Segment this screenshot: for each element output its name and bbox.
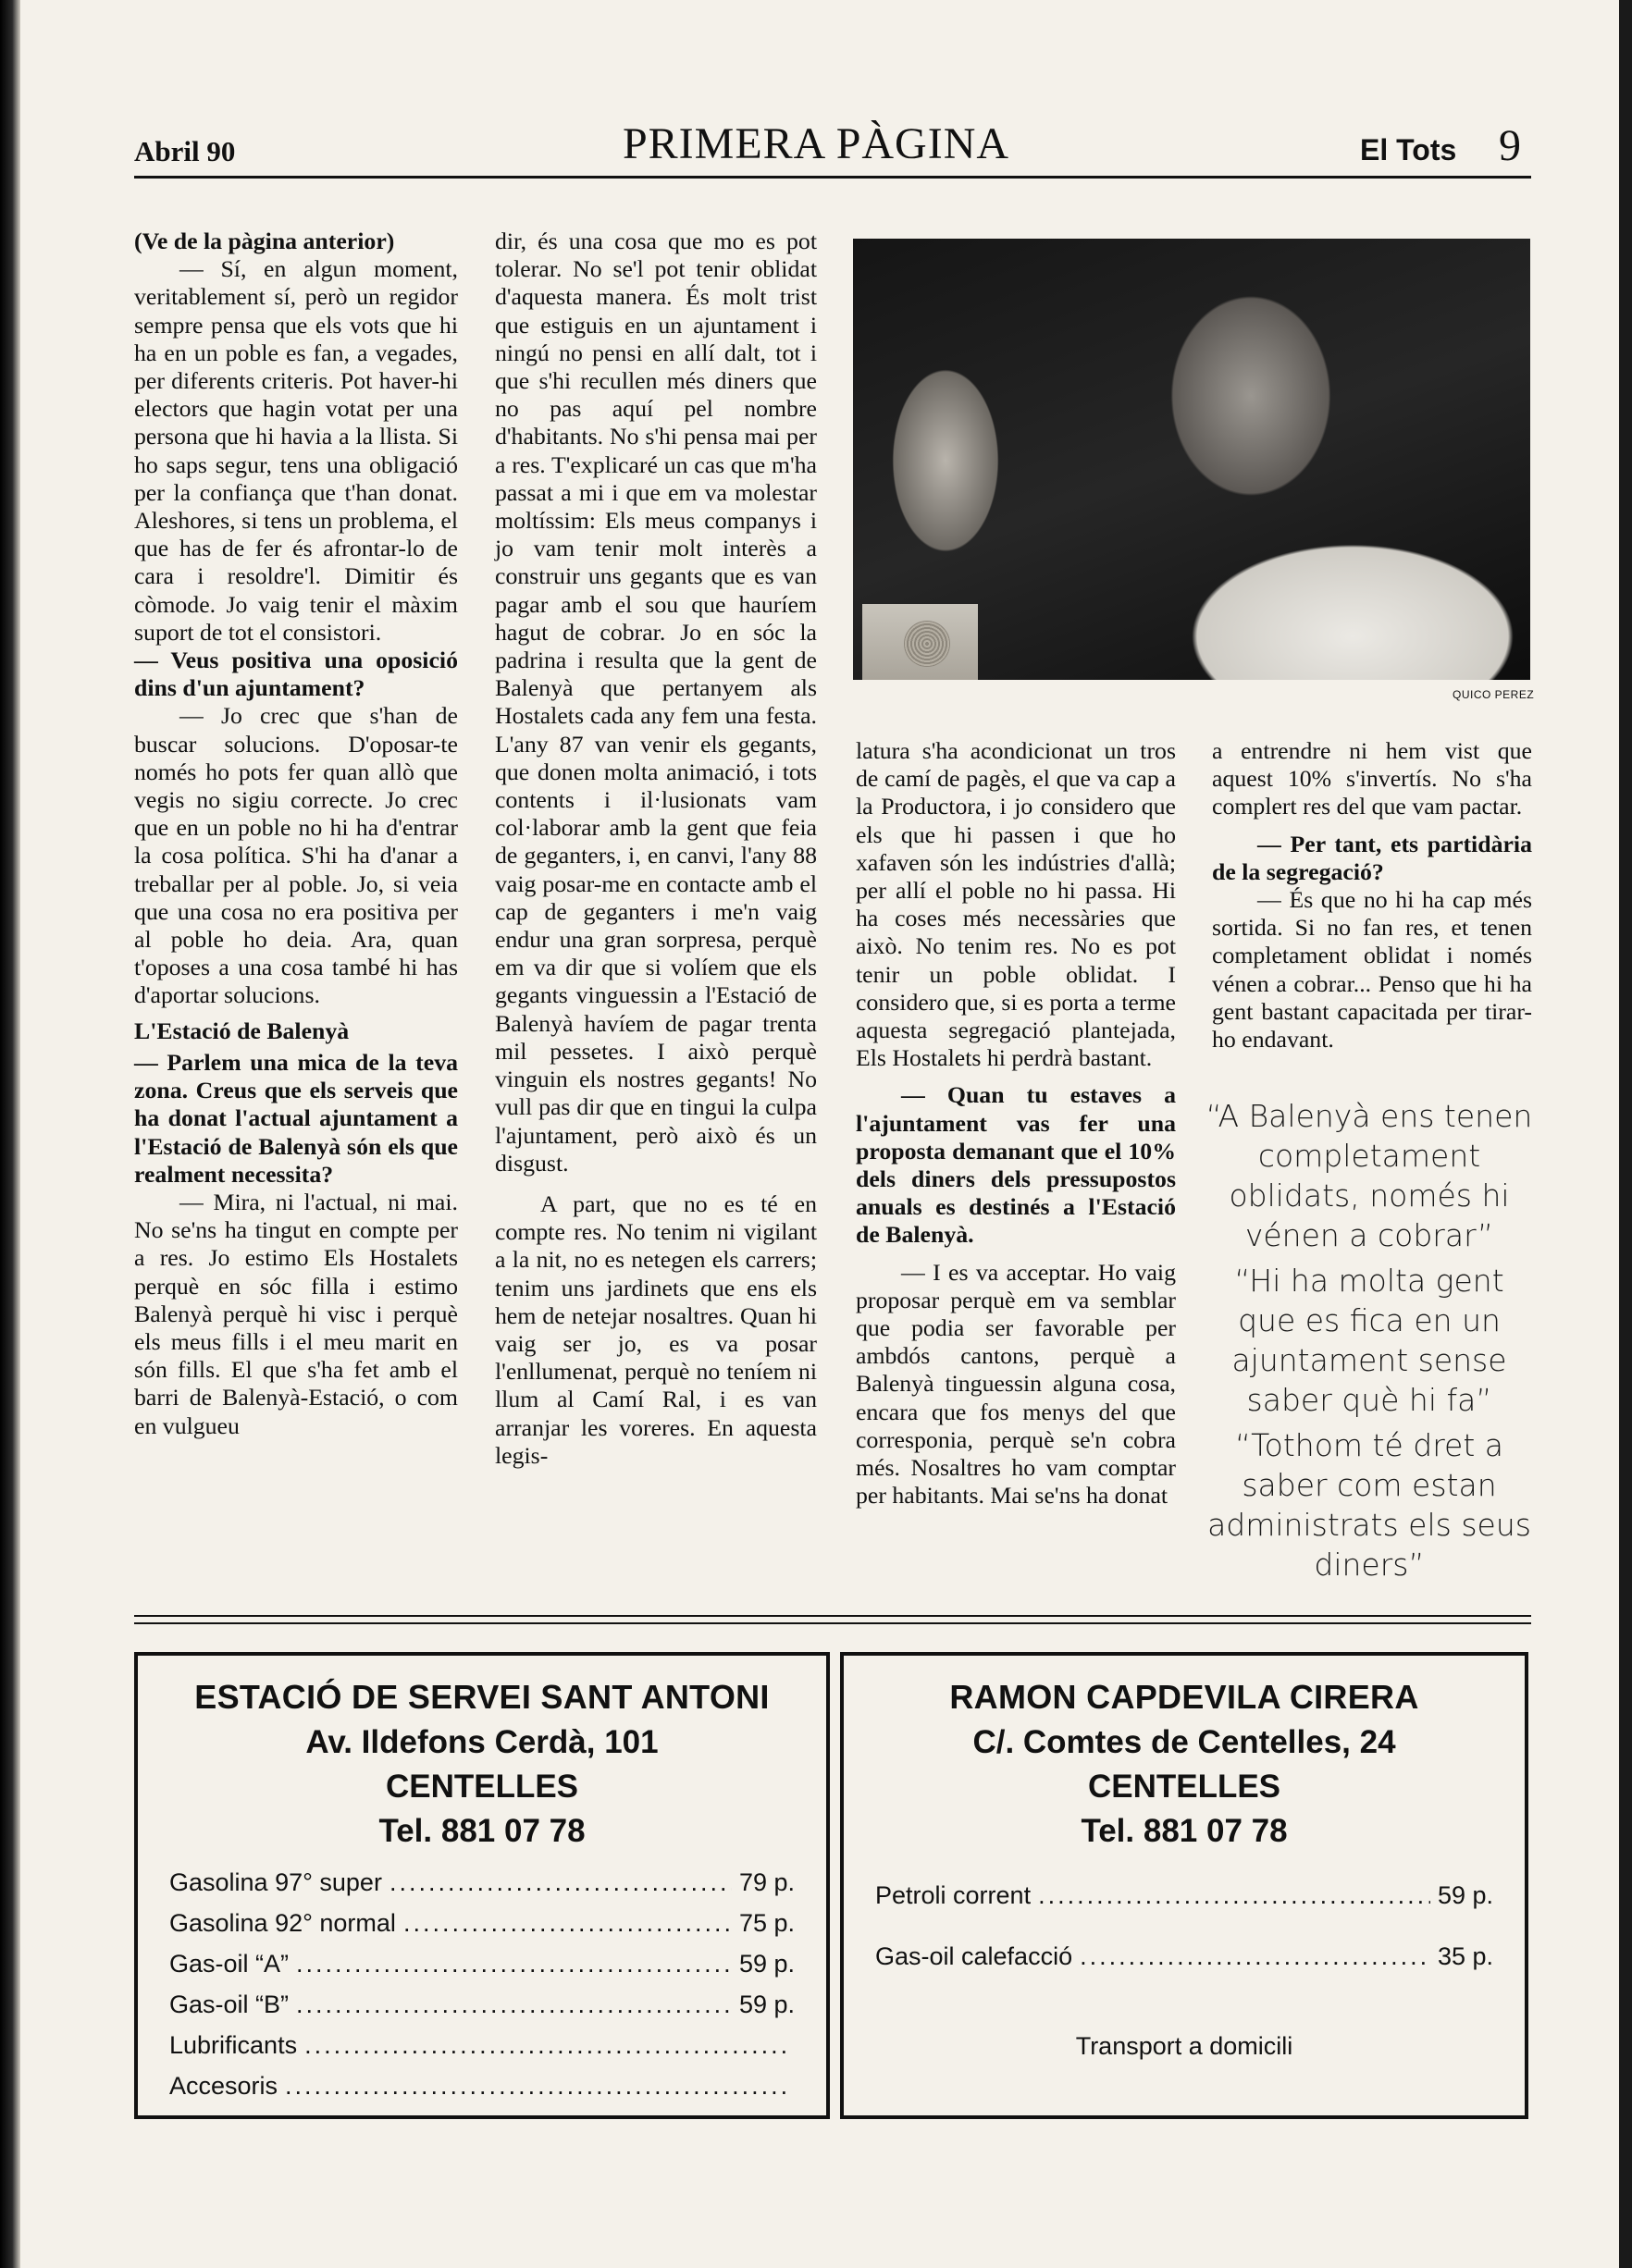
price-item: Petroli corrent xyxy=(875,1881,1032,1909)
price-row xyxy=(169,1909,795,1950)
price-value: 59 p. xyxy=(738,1950,795,1978)
price-row xyxy=(169,2031,795,2072)
binding-edge xyxy=(0,0,20,2268)
ad-business-name: ESTACIÓ DE SERVEI SANT ANTONI xyxy=(194,1678,770,1716)
speaker-box xyxy=(862,604,978,680)
section-title: PRIMERA PÀGINA xyxy=(622,119,1010,168)
article-paragraph: — Jo crec que s'han de buscar solucions. D'oposar-te només ho pots fer quan allò que vegis no sigiu correcte. Jo crec que en un poble no hi ha d'entrar la cosa política. S'hi ha d'anar a treballar per al poble. Jo, si veia que una cosa no era positiva per al poble ho deia. Ara, quan t'oposes a una cosa també hi has d'aportar solucions. xyxy=(134,702,458,1009)
ad-town: CENTELLES xyxy=(385,1769,579,1805)
ad-phone: Tel. 881 07 78 xyxy=(1081,1813,1288,1849)
price-row xyxy=(169,2072,795,2113)
interview-question: — Per tant, ets partidària de la segregació? xyxy=(1212,830,1532,885)
price-item: Gas-oil “A” xyxy=(169,1950,290,1978)
article-paragraph: A part, que no es té en compte res. No tenim ni vigilant a la nit, no es netegen els carrers; tenim uns jardinets que ens els hem de netejar nosaltres. Quan hi vaig ser jo, es va posar l'enllumenat, perquè no teníem ni llum al Camí Ral, i es van arranjar les voreres. En aquesta legis- xyxy=(495,1189,817,1469)
pull-quotes xyxy=(1203,1096,1536,1590)
price-value: 59 p. xyxy=(1437,1881,1493,1909)
price-row xyxy=(875,1881,1493,1942)
advertisement-fuel-delivery xyxy=(840,1652,1528,2119)
ad-delivery-note: Transport a domicili xyxy=(1075,2032,1293,2060)
ad-phone: Tel. 881 07 78 xyxy=(378,1813,586,1849)
photo-credit: QUICO PEREZ xyxy=(1453,688,1535,701)
interview-photo xyxy=(853,239,1530,680)
price-item: Lubrificants xyxy=(169,2031,298,2059)
pull-quote: “Hi ha molta gent que es fica en un ajuntament sense saber què hi fa” xyxy=(1231,1263,1507,1418)
article-column-2 xyxy=(495,228,817,1470)
article-paragraph: — És que no hi ha cap més sortida. Si no fan res, et tenen completament oblidat i només vénen a cobrar... Penso que hi ha gent bastant capacitada per tirar-ho endavant. xyxy=(1212,886,1532,1054)
article-paragraph: latura s'ha acondicionat un tros de camí de pagès, el que va cap a la Productora, i jo considero que els que hi passen i que ho xafaven són les indústries d'allà; per allí el poble no hi passa. Hi ha coses més necessàries que això. No tenim res. No es pot tenir un poble oblidat. I considero que, si es porta a terme aquesta segregació plantejada, Els Hostalets hi perdrà bastant. xyxy=(856,737,1176,1072)
section-divider xyxy=(134,1615,1531,1617)
article-column-1 xyxy=(134,228,458,1440)
header-rule xyxy=(134,176,1531,179)
price-item: Gas-oil calefacció xyxy=(875,1942,1073,1970)
price-row xyxy=(169,1868,795,1909)
issue-date: Abril 90 xyxy=(134,135,236,167)
price-list xyxy=(169,1868,795,2113)
page-number: 9 xyxy=(1499,121,1521,170)
ad-address: C/. Comtes de Centelles, 24 xyxy=(972,1724,1396,1760)
advertisement-gas-station xyxy=(134,1652,830,2119)
ad-address: Av. Ildefons Cerdà, 101 xyxy=(305,1724,659,1760)
price-value: 35 p. xyxy=(1437,1942,1493,1970)
price-list xyxy=(875,1881,1493,2003)
article-paragraph: — I es va acceptar. Ho vaig proposar perquè em va semblar que podia ser favorable per ambdós cantons, perquè a Balenyà tinguessin alguna cosa, encara que fos menys del que corresponia, perquè se'n cobra més. Nosaltres ho vam comptar per habitants. Mai se'ns ha donat xyxy=(856,1258,1176,1510)
section-divider xyxy=(134,1622,1531,1624)
price-item: Gasolina 92° normal xyxy=(169,1909,396,1937)
article-column-4 xyxy=(1212,737,1532,1054)
price-value: 79 p. xyxy=(738,1868,795,1896)
pull-quote: “A Balenyà ens tenen completament oblidats, només hi vénen a cobrar” xyxy=(1205,1098,1533,1253)
price-row xyxy=(169,1950,795,1991)
article-paragraph: a entrendre ni hem vist que aquest 10% s'invertís. No s'ha complert res del que vam pactar. xyxy=(1212,737,1532,820)
speaker-grille xyxy=(904,621,950,667)
price-value: 59 p. xyxy=(738,1991,795,2018)
price-value: 75 p. xyxy=(738,1909,795,1937)
price-row xyxy=(875,1942,1493,2003)
ad-town: CENTELLES xyxy=(1087,1769,1281,1805)
article-paragraph: dir, és una cosa que mo es pot tolerar. No se'l pot tenir oblidat d'aquesta manera. És molt trist que estiguis en un ajuntament i ningú no pensi en allí dalt, tot i que s'hi recullen més diners que no pas aquí pel nombre d'habitants. No s'hi pensa mai per a res. T'explicaré un cas que m'ha passat a mi i que em va molestar moltíssim: Els meus companys i jo vam tenir molt interès a construir uns gegants que es van pagar amb el sou que hauríem hagut de cobrar. Jo en sóc la padrina i resulta que la gent de Balenyà que pertanyem als Hostalets cada any fem una festa. L'any 87 van venir els gegants, que donen molta animació, i tots contents i il·lusionats vam col·laborar amb la gent que feia de geganters, i, en canvi, l'any 88 vaig posar-me en contacte amb el cap de geganters i me'n vaig endur una gran sorpresa, perquè em va dir que si volíem que els gegants vinguessin a l'Estació de Balenyà havíem de pagar trenta mil pessetes. I això perquè vinguin els nostres gegants! No vull pas dir que en tingui la culpa l'ajuntament, però això és un disgust. xyxy=(495,228,817,1177)
pull-quote: “Tothom té dret a saber com estan administrats els seus diners” xyxy=(1207,1427,1531,1583)
interview-question: — Veus positiva una oposició dins d'un ajuntament? xyxy=(134,647,458,702)
price-row xyxy=(169,1991,795,2031)
publication-name: El Tots xyxy=(1360,133,1457,166)
ad-business-name: RAMON CAPDEVILA CIRERA xyxy=(949,1678,1419,1716)
page-edge xyxy=(1619,0,1632,2268)
price-item: Accesoris xyxy=(169,2072,278,2100)
article-column-3 xyxy=(856,737,1176,1510)
price-item: Gas-oil “B” xyxy=(169,1991,290,2018)
subheading: L'Estació de Balenyà xyxy=(134,1017,350,1044)
article-paragraph: — Mira, ni l'actual, ni mai. No se'ns ha tingut en compte per a res. Jo estimo Els Hostalets perquè en sóc filla i estimo Balenyà perquè hi visc i perquè els meus fills i el meu marit en són fills. El que s'ha fet amb el barri de Balenyà-Estació, o com en vulgueu xyxy=(134,1188,458,1439)
price-item: Gasolina 97° super xyxy=(169,1868,382,1896)
interview-question: (Ve de la pàgina anterior) xyxy=(134,228,395,254)
interview-question: — Quan tu estaves a l'ajuntament vas fer una proposta demanant que el 10% dels diners dels pressupostos anuals es destinés a l'Estació de Balenyà. xyxy=(856,1081,1176,1249)
article-paragraph: — Sí, en algun moment, veritablement sí, però un regidor sempre pensa que els vots que hi ha en un poble es fan, a vegades, per diferents criteris. Pot haver-hi electors que hagin votat per una persona que hi havia a la llista. Si ho saps segur, tens una obligació per la confiança que t'han donat. Aleshores, si tens un problema, el que has de fer és afrontar-lo de cara i resoldre'l. Dimitir és còmode. Jo vaig tenir el màxim suport de tot el consistori. xyxy=(134,255,458,646)
interview-question: — Parlem una mica de la teva zona. Creus que els serveis que ha donat l'actual ajuntament a l'Estació de Balenyà són els que realment necessita? xyxy=(134,1048,458,1188)
